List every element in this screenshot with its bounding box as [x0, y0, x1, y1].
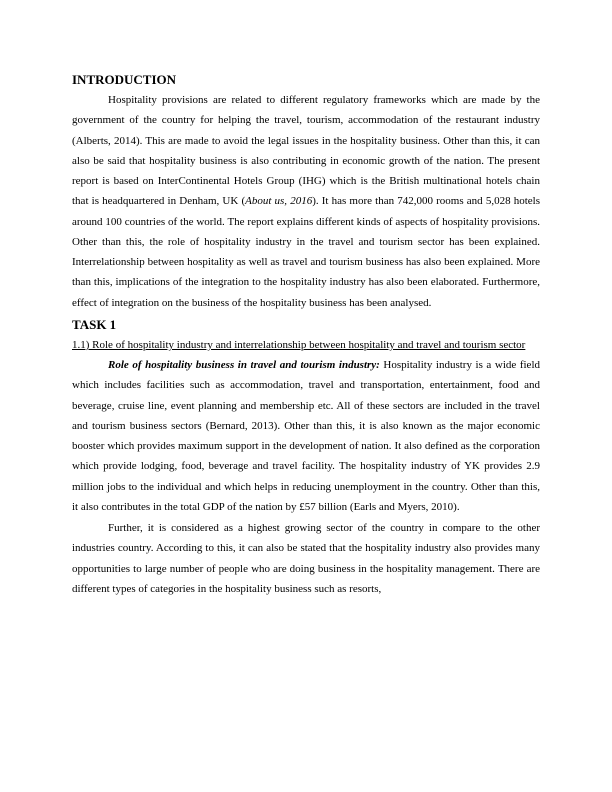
task1-paragraph-1 — [72, 355, 540, 517]
task1-paragraph-1-text: Hospitality industry is a wide field which includes facilities such as accommodation, travel and transportation, entertainment, food and beverage, cruise line, event planning and membership etc. All of these sectors are included in the travel and tourism business sectors (Bernard, 2013). Other than this, it is also known as the major economic booster which provides maximum support in the development of nation. It also defined as the corporation which provide lodging, food, beverage and travel facility. The hospitality industry of YK provides 2.9 million jobs to the individual and which helps in reducing unemployment in the country. Other than this, it also contributes in the total GDP of the nation by £57 billion (Earls and Myers, 2010). — [72, 359, 540, 513]
introduction-text-part2: ). It has more than 742,000 rooms and 5,028 hotels around 100 countries of the world. The report explains different kinds of aspects of hospitality provisions. Other than this, the role of hospitality industry in the travel and tourism sector has been explained. Interrelationship between hospitality as well as travel and tourism business has also been explained. More than this, implications of the integration to the hospitality industry has also been elaborated. Furthermore, effect of integration on the business of the hospitality business has been analysed. — [72, 195, 540, 309]
document-page — [72, 70, 540, 599]
task1-paragraph-1-lead: Role of hospitality business in travel and tourism industry: — [108, 359, 380, 371]
task1-subheading: 1.1) Role of hospitality industry and interrelationship between hospitality and travel and tourism sector — [72, 338, 526, 351]
introduction-citation: About us, 2016 — [245, 195, 313, 208]
task1-paragraph-2: Further, it is considered as a highest growing sector of the country in compare to the other industries country. According to this, it can also be stated that the hospitality industry also provides many opportunities to large number of people who are doing business in the hospitality management. There are different types of categories in the hospitality business such as resorts, — [72, 522, 540, 595]
introduction-paragraph — [72, 90, 540, 313]
introduction-heading: INTRODUCTION — [72, 72, 177, 87]
introduction-text-part1: Hospitality provisions are related to different regulatory frameworks which are made by the government of the country for helping the travel, tourism, accommodation of the restaurant industry (Alberts, 2014). This are made to avoid the legal issues in the hospitality business. Other than this, it can also be said that hospitality business is also contributing in economic growth of the nation. The present report is based on InterContinental Hotels Group (IHG) which is the British multinational hotels chain that is headquartered in Denham, UK ( — [72, 94, 540, 208]
task1-heading: TASK 1 — [72, 316, 117, 332]
